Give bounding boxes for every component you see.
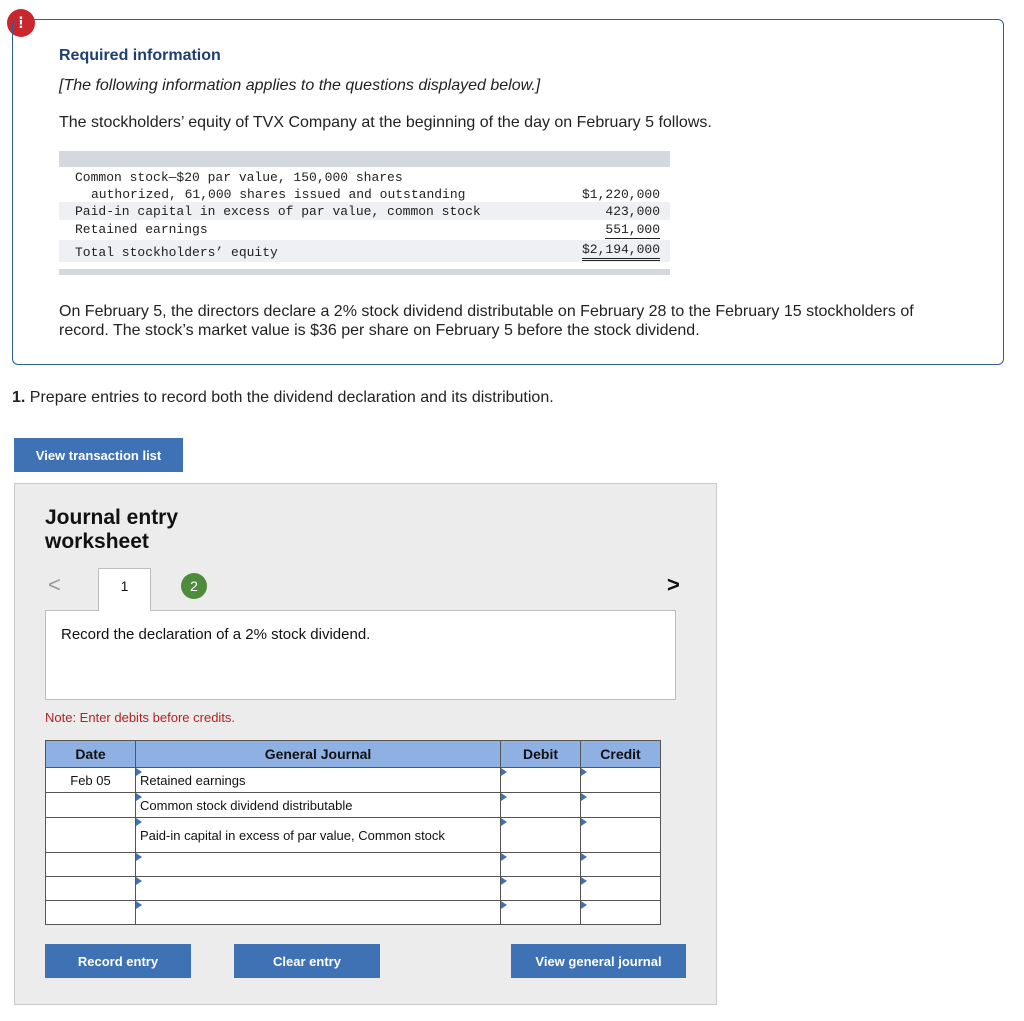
- account-cell[interactable]: [136, 901, 501, 925]
- credit-input[interactable]: [581, 818, 661, 853]
- stockholders-equity-table: [59, 151, 670, 275]
- account-name: Common stock dividend distributable: [140, 797, 353, 813]
- question-1: [12, 389, 554, 407]
- date-cell[interactable]: [46, 818, 136, 853]
- table-row: [46, 818, 661, 853]
- dropdown-arrow-icon: [581, 768, 587, 776]
- view-transaction-list-button[interactable]: View transaction list: [14, 438, 183, 472]
- dropdown-arrow-icon: [501, 853, 507, 861]
- required-information-title: Required information: [59, 47, 221, 64]
- table-row: [46, 877, 661, 901]
- instruction-box: [45, 610, 676, 700]
- chevron-left-icon[interactable]: <: [48, 572, 61, 597]
- account-cell[interactable]: [136, 768, 501, 793]
- dropdown-arrow-icon: [136, 793, 142, 801]
- worksheet-title: Journal entry worksheet: [45, 506, 179, 553]
- credit-input[interactable]: [581, 768, 661, 793]
- column-header-general-journal: General Journal: [136, 741, 501, 768]
- instruction-text: Record the declaration of a 2% stock dividend.: [61, 626, 371, 643]
- record-entry-button[interactable]: Record entry: [45, 944, 191, 978]
- account-name: Retained earnings: [140, 772, 246, 788]
- dropdown-arrow-icon: [581, 901, 587, 909]
- date-cell[interactable]: Feb 05: [46, 768, 136, 793]
- credit-input[interactable]: [581, 793, 661, 818]
- equity-amount-common-stock: $1,220,000: [581, 187, 660, 202]
- table-header-bar: [59, 151, 670, 167]
- date-cell[interactable]: [46, 877, 136, 901]
- equity-amount-paid-in-capital: 423,000: [605, 204, 660, 219]
- column-header-credit: Credit: [581, 741, 661, 768]
- dropdown-arrow-icon: [136, 901, 142, 909]
- dropdown-arrow-icon: [501, 901, 507, 909]
- question-number: 1.: [12, 389, 26, 406]
- table-row: [46, 768, 661, 793]
- account-cell[interactable]: [136, 853, 501, 877]
- debit-input[interactable]: [501, 793, 581, 818]
- account-cell[interactable]: [136, 793, 501, 818]
- debits-credits-note: Note: Enter debits before credits.: [45, 710, 236, 725]
- equity-line-retained-earnings: Retained earnings: [75, 222, 208, 237]
- tab-entry-1[interactable]: 1: [98, 568, 151, 611]
- equity-line-common-stock: Common stock—$20 par value, 150,000 shares: [75, 170, 403, 185]
- journal-entry-worksheet: [14, 483, 717, 1005]
- dropdown-arrow-icon: [501, 877, 507, 885]
- dropdown-arrow-icon: [136, 877, 142, 885]
- debit-input[interactable]: [501, 853, 581, 877]
- equity-amount-total: $2,194,000: [582, 242, 660, 261]
- table-footer-bar: [59, 269, 670, 275]
- table-row: [46, 901, 661, 925]
- column-header-date: Date: [46, 741, 136, 768]
- view-general-journal-button[interactable]: View general journal: [511, 944, 686, 978]
- clear-entry-button[interactable]: Clear entry: [234, 944, 380, 978]
- equity-intro-text: The stockholders’ equity of TVX Company at the beginning of the day on February 5 follows.: [59, 114, 712, 131]
- debit-input[interactable]: [501, 877, 581, 901]
- date-cell[interactable]: [46, 853, 136, 877]
- question-text: Prepare entries to record both the dividend declaration and its distribution.: [29, 389, 554, 406]
- dropdown-arrow-icon: [581, 877, 587, 885]
- date-cell[interactable]: [46, 901, 136, 925]
- equity-line-common-stock-cont: authorized, 61,000 shares issued and outstanding: [91, 187, 466, 202]
- column-header-debit: Debit: [501, 741, 581, 768]
- credit-input[interactable]: [581, 877, 661, 901]
- dropdown-arrow-icon: [581, 818, 587, 826]
- dropdown-arrow-icon: [581, 793, 587, 801]
- dropdown-arrow-icon: [501, 768, 507, 776]
- dropdown-arrow-icon: [136, 768, 142, 776]
- dividend-declaration-paragraph: On February 5, the directors declare a 2% stock dividend distributable on February 28 to the February 15 stockholders of record. The stock’s market value is $36 per share on February 5 before the stock dividend.: [59, 303, 914, 339]
- equity-line-total: Total stockholders’ equity: [75, 245, 278, 260]
- dropdown-arrow-icon: [501, 793, 507, 801]
- journal-table: [45, 740, 661, 925]
- chevron-right-icon[interactable]: >: [667, 572, 680, 597]
- dropdown-arrow-icon: [581, 853, 587, 861]
- debit-input[interactable]: [501, 768, 581, 793]
- dropdown-arrow-icon: [501, 818, 507, 826]
- account-name: Paid-in capital in excess of par value, Common stock: [140, 827, 445, 843]
- dropdown-arrow-icon: [136, 818, 142, 826]
- debit-input[interactable]: [501, 818, 581, 853]
- date-cell[interactable]: [46, 793, 136, 818]
- table-row: [46, 853, 661, 877]
- dropdown-arrow-icon: [136, 853, 142, 861]
- credit-input[interactable]: [581, 853, 661, 877]
- equity-line-paid-in-capital: Paid-in capital in excess of par value, common stock: [75, 204, 481, 219]
- account-cell[interactable]: [136, 877, 501, 901]
- debit-input[interactable]: [501, 901, 581, 925]
- equity-amount-retained-earnings: 551,000: [605, 222, 660, 237]
- required-information-subtitle: [The following information applies to the questions displayed below.]: [59, 77, 541, 94]
- credit-input[interactable]: [581, 901, 661, 925]
- exclamation-icon: !: [7, 9, 35, 37]
- table-row: [46, 793, 661, 818]
- account-cell[interactable]: [136, 818, 501, 853]
- required-information-panel: [12, 19, 1004, 365]
- tab-entry-2[interactable]: 2: [181, 573, 207, 599]
